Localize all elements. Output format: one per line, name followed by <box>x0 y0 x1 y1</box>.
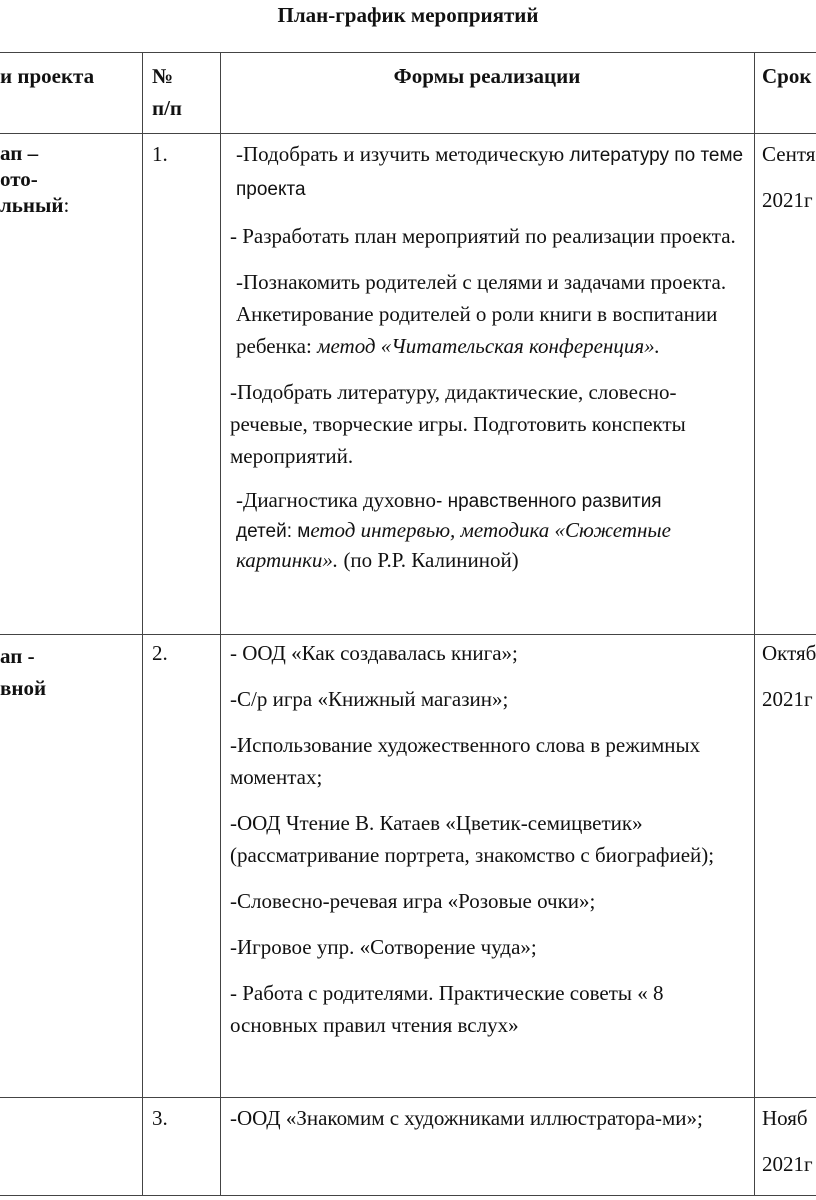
table-bottom-border <box>0 1195 816 1196</box>
row2-stage-line2: вной <box>0 676 47 700</box>
row1-bottom-border <box>0 634 816 635</box>
row2-item-3: -Использование художественного слова в режимных моментах; <box>230 733 701 789</box>
row2-item-7: - Работа с родителями. Практические советы « 8 основных правил чтения вслух» <box>230 981 664 1037</box>
row1-item-3-method: метод «Читательская конференция». <box>317 334 660 358</box>
row2-forms <box>230 637 750 1041</box>
row3-date <box>762 1102 816 1180</box>
col-divider-3 <box>754 52 755 1196</box>
row1-item-3 <box>230 266 750 362</box>
row2-item-6: -Игровое упр. «Сотворение чуда»; <box>230 935 537 959</box>
header-forms: Формы реализации <box>393 64 581 88</box>
row1-item-5 <box>230 486 750 574</box>
row1-item-1-a: -Подобрать и изучить методическую <box>236 142 570 166</box>
row1-number: 1. <box>152 142 168 166</box>
row3-item-1: -ООД «Знакомим с художниками иллюстратора-ми»; <box>230 1106 703 1130</box>
row1-item-5-b: - нравственного развития <box>435 491 662 512</box>
row2-bottom-border <box>0 1097 816 1098</box>
row1-item-5-a: -Диагностика духовно <box>236 488 436 512</box>
row2-date-year: 2021г <box>762 687 813 711</box>
row1-stage-colon: : <box>63 193 70 217</box>
row1-stage-line3-word: льный <box>0 193 64 217</box>
col-divider-1 <box>142 52 143 1196</box>
row3-date-month: Нояб <box>762 1106 808 1130</box>
document-title: План-график мероприятий <box>277 3 539 27</box>
row2-item-2: -С/р игра «Книжный магазин»; <box>230 687 509 711</box>
col-divider-2 <box>220 52 221 1196</box>
row1-item-5-e: (по Р.Р. Калининой) <box>338 548 519 572</box>
row2-item-1: - ООД «Как создавалась книга»; <box>230 641 518 665</box>
row1-item-2: - Разработать план мероприятий по реализации проекта. <box>230 224 736 248</box>
row2-item-4: -ООД Чтение В. Катаев «Цветик-семицветик» (рассматривание портрета, знакомство с биографией); <box>230 811 715 867</box>
row1-stage-line3 <box>0 192 140 218</box>
row3-forms <box>230 1102 750 1134</box>
row1-item-5-c: детей: м <box>236 521 311 542</box>
header-bottom-border <box>0 133 816 134</box>
row1-date-month: Сентя <box>762 142 816 166</box>
row2-stage <box>0 640 140 704</box>
row1-item-4: -Подобрать литературу, дидактические, словесно-речевые, творческие игры. Подготовить конспекты мероприятий. <box>230 380 686 468</box>
row1-item-1-b: литературу по теме проекта <box>236 145 744 200</box>
row3-number: 3. <box>152 1106 168 1130</box>
row1-date <box>762 138 816 216</box>
row2-stage-line1: ап - <box>0 644 35 668</box>
row1-item-3-a: -Познакомить родителей с целями и задачами проекта. Анкетирование родителей о роли книги в воспитании ребенка: <box>236 270 727 358</box>
row1-item-5-method: етод интервью, методика «Сюжетные картинки». <box>236 518 671 572</box>
row2-date <box>762 637 816 715</box>
row2-date-month: Октяб <box>762 641 816 665</box>
header-stage: и проекта <box>0 64 95 88</box>
header-number <box>152 60 218 124</box>
row1-date-year: 2021г <box>762 188 813 212</box>
row1-stage-line1: ап – <box>0 141 39 165</box>
header-dates: Срок <box>762 64 812 88</box>
row1-item-1 <box>230 138 750 206</box>
row2-item-5: -Словесно-речевая игра «Розовые очки»; <box>230 889 596 913</box>
row3-date-year: 2021г <box>762 1152 813 1176</box>
header-number-line2: п/п <box>152 96 183 120</box>
row1-stage <box>0 140 140 218</box>
row1-forms <box>230 138 750 574</box>
header-number-line1: № <box>152 64 174 88</box>
row1-stage-line2: ото- <box>0 167 38 191</box>
table-top-border <box>0 52 816 53</box>
row2-number: 2. <box>152 641 168 665</box>
